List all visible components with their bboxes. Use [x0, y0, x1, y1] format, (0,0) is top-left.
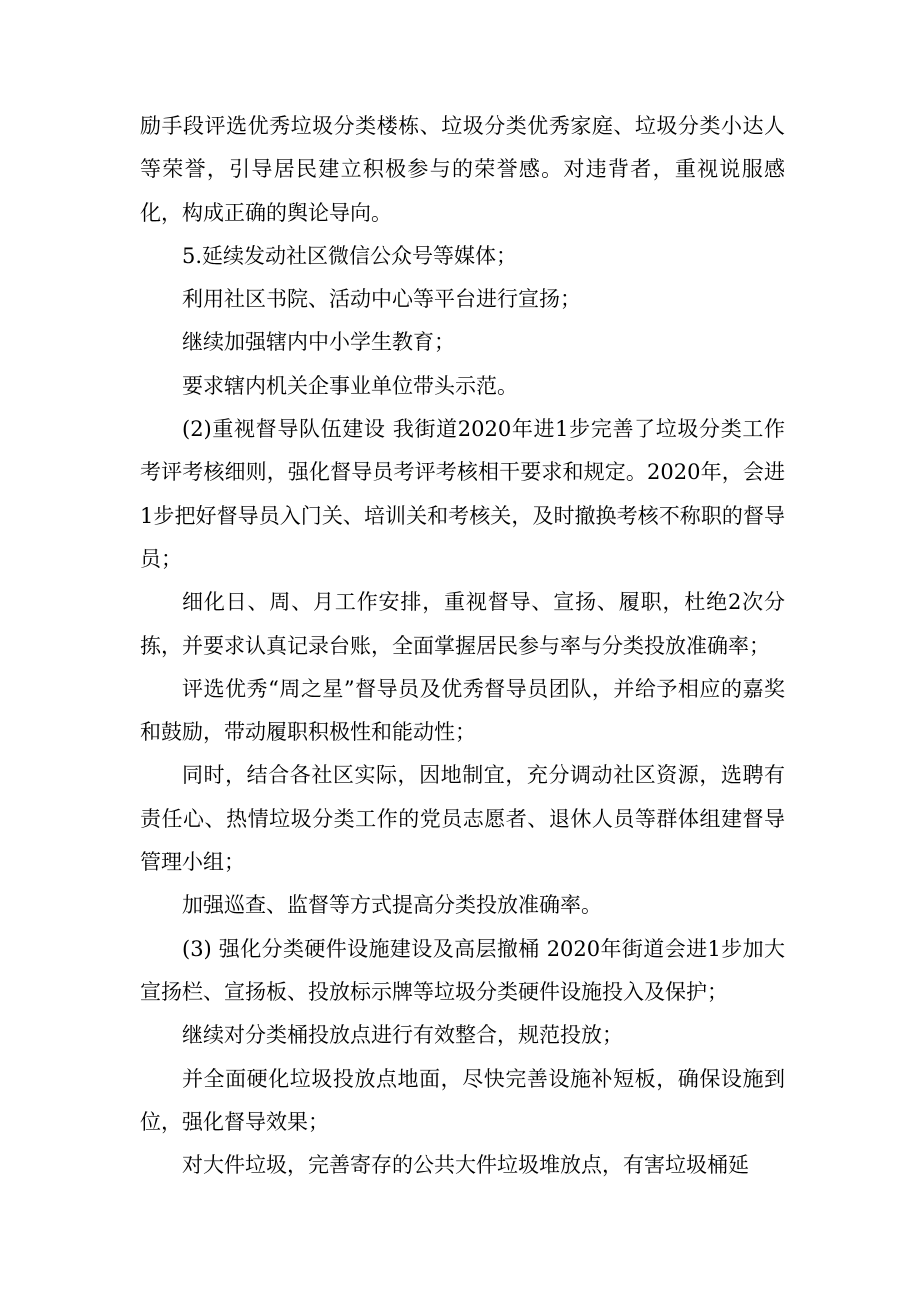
- document-body: [140, 105, 785, 1187]
- paragraph-14: 对大件垃圾，完善寄存的公共大件垃圾堆放点，有害垃圾桶延: [182, 1153, 749, 1178]
- paragraph-13: 并全面硬化垃圾投放点地面，尽快完善设施补短板，确保设施到位，强化督导效果；: [140, 1066, 785, 1134]
- paragraph-5: 要求辖内机关企事业单位带头示范。: [182, 373, 518, 398]
- paragraph-7: 细化日、周、月工作安排，重视督导、宣扬、履职，杜绝2次分拣，并要求认真记录台账，全面掌握居民参与率与分类投放准确率；: [140, 590, 785, 658]
- paragraph-10: 加强巡查、监督等方式提高分类投放准确率。: [182, 893, 602, 918]
- paragraph-4: 继续加强辖内中小学生教育；: [182, 330, 455, 355]
- paragraph-6: (2)重视督导队伍建设 我街道2020年进1步完善了垃圾分类工作考评考核细则，强化督导员考评考核相干要求和规定。2020年，会进1步把好督导员入门关、培训关和考核关，及时撤换考核不称职的督导员；: [140, 417, 785, 571]
- paragraph-8: 评选优秀“周之星”督导员及优秀督导员团队，并给予相应的嘉奖和鼓励，带动履职积极性和能动性；: [140, 676, 785, 745]
- paragraph-1: 励手段评选优秀垃圾分类楼栋、垃圾分类优秀家庭、垃圾分类小达人等荣誉，引导居民建立积极参与的荣誉感。对违背者，重视说服感化，构成正确的舆论导向。: [140, 114, 785, 225]
- paragraph-9: 同时，结合各社区实际，因地制宜，充分调动社区资源，选聘有责任心、热情垃圾分类工作的党员志愿者、退休人员等群体组建督导管理小组；: [140, 763, 785, 875]
- paragraph-11: (3) 强化分类硬件设施建设及高层撤桶 2020年街道会进1步加大宣扬栏、宣扬板、投放标示牌等垃圾分类硬件设施投入及保护；: [140, 936, 785, 1004]
- paragraph-2: 5.延续发动社区微信公众号等媒体；: [182, 243, 518, 268]
- paragraph-12: 继续对分类桶投放点进行有效整合，规范投放；: [182, 1023, 623, 1048]
- paragraph-3: 利用社区书院、活动中心等平台进行宣扬；: [182, 287, 581, 312]
